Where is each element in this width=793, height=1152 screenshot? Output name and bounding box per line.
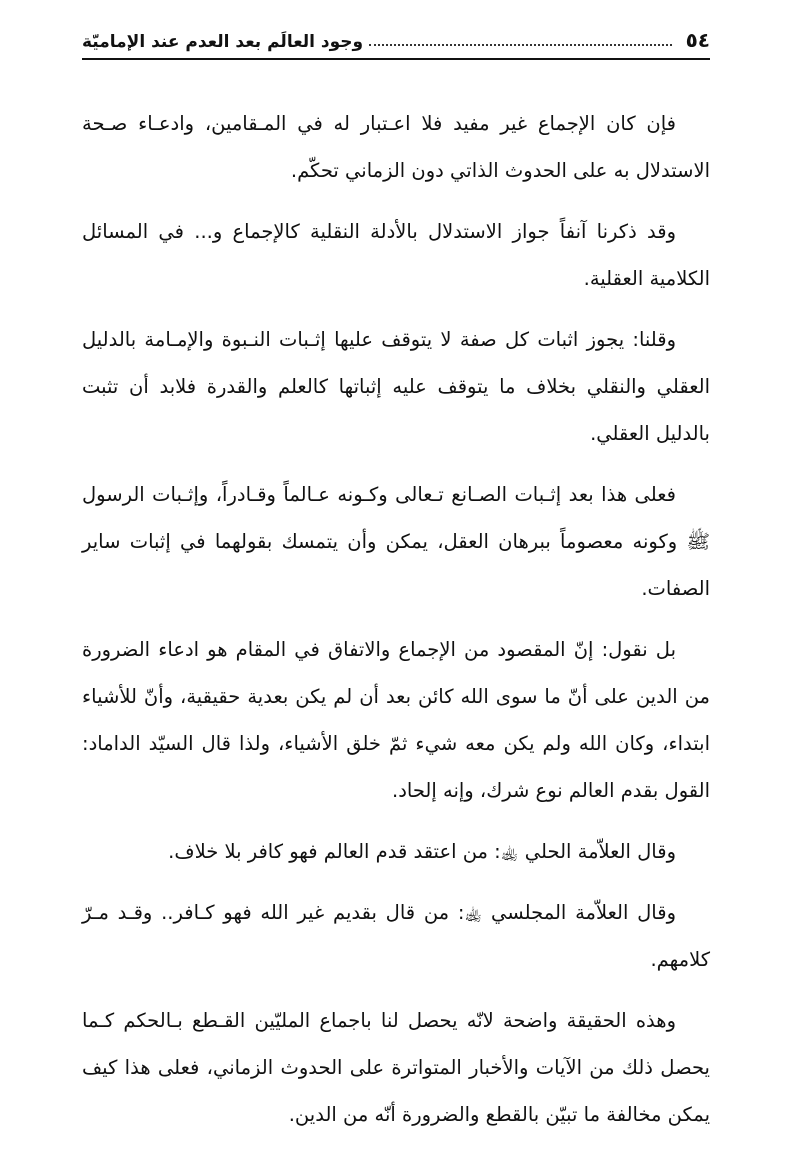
paragraph-5: بل نقول: إنّ المقصود من الإجماع والاتفاق في المقام هو ادعاء الضرورة من الدين على أنّ ما سوى الله كائن بعد أن لم يكن بعدية حقيقية، وأنّ للأشياء ابتداء، وكان الله ولم يكن معه شيء ثمّ خلق الأشياء، ولذا قال السيّد الداماد: القول بقدم العالم نوع شرك، وإنه إلحاد. bbox=[82, 638, 710, 802]
running-header bbox=[82, 30, 710, 60]
paragraph-7: وقال العلاّمة المجلسي ﵀: من قال بقديم غير الله فهو كـافر.. وقـد مـرّ كلامهم. bbox=[82, 901, 710, 971]
paragraph-3: وقلنا: يجوز اثبات كل صفة لا يتوقف عليها إثـبات النـبوة والإمـامة بالدليل العقلي والنقلي بخلاف ما يتوقف عليه إثباتها كالعلم والقدرة فلابد أن تثبت بالدليل العقلي. bbox=[82, 328, 710, 445]
body-text bbox=[82, 100, 710, 1152]
header-dotted-leader bbox=[369, 44, 671, 46]
page-number: ٥٤ bbox=[685, 28, 710, 52]
paragraph-2: وقد ذكرنا آنفاً جواز الاستدلال بالأدلة النقلية كالإجماع و... في المسائل الكلامية العقلية. bbox=[82, 220, 710, 290]
header-title: وجود العالَم بعد العدم عند الإماميّة bbox=[82, 32, 364, 52]
paragraph-4: فعلى هذا بعد إثـبات الصـانع تـعالى وكـونه عـالماً وقـادراً، وإثـبات الرسول ﷺ وكونه معصوماً ببرهان العقل، يمكن وأن يتمسك بقولهما في إثبات ساير الصفات. bbox=[82, 483, 710, 600]
paragraph-8: وهذه الحقيقة واضحة لانّه يحصل لنا باجماع المليّين القـطع بـالحكم كـما يحصل ذلك من الآيات والأخبار المتواترة على الحدوث الزماني، فعلى هذا كيف يمكن مخالفة ما تبيّن بالقطع والضرورة أنّه من الدين. bbox=[82, 1009, 710, 1126]
paragraph-6: وقال العلاّمة الحلي ﵀: من اعتقد قدم العالم فهو كافر بلا خلاف. bbox=[168, 840, 676, 863]
paragraph-1: فإن كان الإجماع غير مفيد فلا اعـتبار له في المـقامين، وادعـاء صـحة الاستدلال به على الحدوث الذاتي دون الزماني تحكّم. bbox=[82, 112, 710, 182]
